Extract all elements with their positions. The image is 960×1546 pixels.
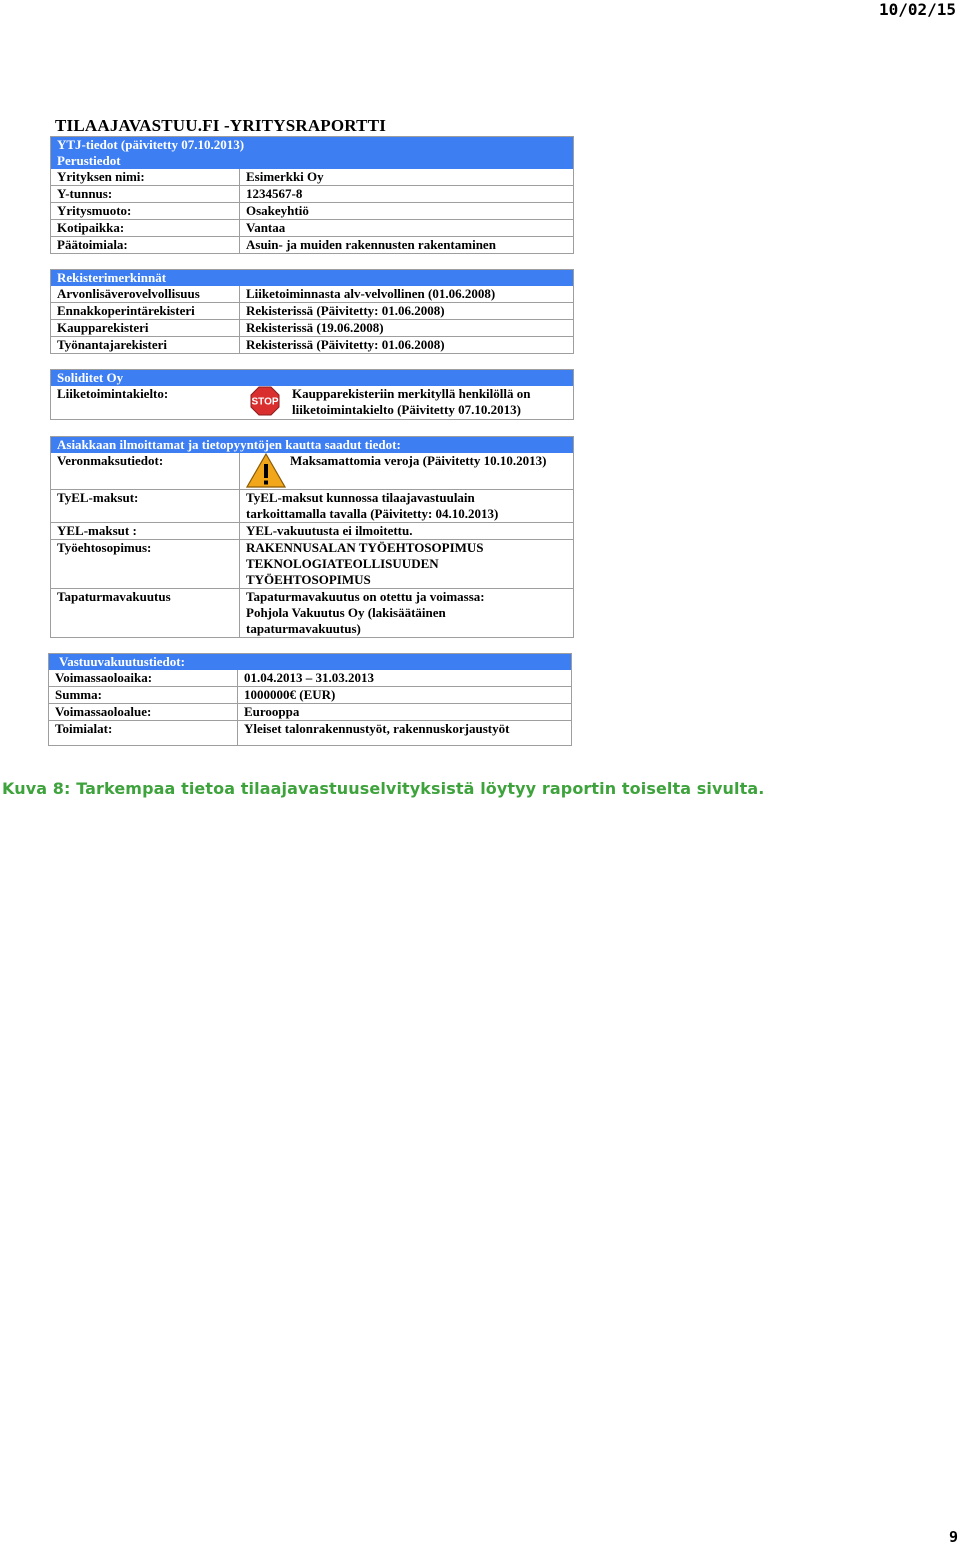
perus-value: Osakeyhtiö [246,203,309,218]
tapa-row [51,589,573,637]
rekisteri-value: Rekisterissä (19.06.2008) [246,320,384,335]
rekisteri-label: Ennakkoperintärekisteri [51,303,240,319]
rekisteri-header: Rekisterimerkinnät [51,270,573,286]
rekisteri-row [51,337,573,353]
vastuu-label: Summa: [49,687,238,703]
ytj-header: YTJ-tiedot (päivitetty 07.10.2013) [51,137,573,153]
ytj-block [50,136,574,254]
perus-value: Esimerkki Oy [246,169,324,184]
rekisteri-value: Rekisterissä (Päivitetty: 01.06.2008) [246,337,445,352]
perus-label: Kotipaikka: [51,220,240,236]
tyel-value [240,490,573,522]
perus-row [51,237,573,253]
vastuu-label: Voimassaoloalue: [49,704,238,720]
report-title: TILAAJAVASTUU.FI -YRITYSRAPORTTI [55,116,387,135]
perus-row [51,169,573,186]
tapa-label: Tapaturmavakuutus [51,589,240,637]
perus-label: Päätoimiala: [51,237,240,253]
vastuu-row [49,704,571,721]
tapa-line1: Tapaturmavakuutus on otettu ja voimassa: [246,589,485,604]
warning-icon [246,453,286,489]
tyel-line2: tarkoittamalla tavalla (Päivitetty: 04.10.2013) [246,506,499,521]
yel-row [51,523,573,540]
vastuu-block [48,653,572,746]
vero-value [240,453,573,489]
vastuu-value: 01.04.2013 – 31.03.2013 [244,670,374,685]
vero-label: Veronmaksutiedot: [51,453,240,489]
perus-row [51,203,573,220]
kielto-label: Liiketoimintakielto: [57,386,169,401]
vero-text: Maksamattomia veroja (Päivitetty 10.10.2013) [290,453,547,468]
perus-label: Yritysmuoto: [51,203,240,219]
yel-value: YEL-vakuutusta ei ilmoitettu. [246,523,413,538]
tyel-row [51,490,573,523]
figure-caption: Kuva 8: Tarkempaa tietoa tilaajavastuuselvityksistä löytyy raportin toiselta sivulta. [2,779,765,798]
vastuu-row [49,687,571,704]
tes-value [240,540,573,588]
tes-row [51,540,573,589]
rekisteri-block [50,269,574,354]
perus-label: Y-tunnus: [51,186,240,202]
vastuu-label: Voimassaoloaika: [49,670,238,686]
perus-row [51,220,573,237]
soliditet-header: Soliditet Oy [51,370,573,386]
vastuu-value: 1000000€ (EUR) [244,687,336,702]
page-number: 9 [948,1528,958,1546]
stop-sign-text: STOP [251,396,279,408]
kielto-text-line2: liiketoimintakielto (Päivitetty 07.10.2013) [292,402,521,417]
vastuu-label: Toimialat: [49,721,238,745]
vastuu-header: Vastuuvakuutustiedot: [49,654,571,670]
vastuu-row [49,670,571,687]
tyel-label: TyEL-maksut: [51,490,240,522]
asiakas-header: Asiakkaan ilmoittamat ja tietopyyntöjen kautta saadut tiedot: [51,437,573,453]
rekisteri-value: Liiketoiminnasta alv-velvollinen (01.06.2008) [246,286,496,301]
rekisteri-label: Työnantajarekisteri [51,337,240,353]
tes-line2: TEKNOLOGIATEOLLISUUDEN [246,556,439,571]
tapa-line3: tapaturmavakuutus) [246,621,361,636]
asiakas-block [50,436,574,638]
soliditet-block [50,369,574,420]
rekisteri-label: Arvonlisäverovelvollisuus [51,286,240,302]
perus-label: Yrityksen nimi: [51,169,240,185]
vastuu-value: Eurooppa [244,704,300,719]
tapa-line2: Pohjola Vakuutus Oy (lakisäätäinen [246,605,446,620]
perustiedot-header: Perustiedot [51,153,573,169]
vastuu-value: Yleiset talonrakennustyöt, rakennuskorjaustyöt [244,721,510,736]
kielto-text-line1: Kaupparekisteriin merkityllä henkilöllä on [292,386,531,401]
kielto-value [240,386,573,419]
rekisteri-row [51,286,573,303]
perus-value: Asuin- ja muiden rakennusten rakentaminen [246,237,496,252]
kielto-row [51,386,573,419]
perus-value: 1234567-8 [246,186,303,201]
header-date: 10/02/15 [878,0,956,19]
report-screenshot [48,116,572,746]
tes-line3: TYÖEHTOSOPIMUS [246,572,371,587]
rekisteri-row [51,303,573,320]
tes-label: Työehtosopimus: [51,540,240,588]
perus-row [51,186,573,203]
yel-label: YEL-maksut : [51,523,240,539]
tes-line1: RAKENNUSALAN TYÖEHTOSOPIMUS [246,540,484,555]
vastuu-row [49,721,571,745]
rekisteri-value: Rekisterissä (Päivitetty: 01.06.2008) [246,303,445,318]
stop-sign-icon [250,386,280,416]
tyel-line1: TyEL-maksut kunnossa tilaajavastuulain [246,490,475,505]
perus-value: Vantaa [246,220,286,235]
rekisteri-row [51,320,573,337]
tapa-value [240,589,573,637]
rekisteri-label: Kaupparekisteri [51,320,240,336]
vero-row [51,453,573,490]
